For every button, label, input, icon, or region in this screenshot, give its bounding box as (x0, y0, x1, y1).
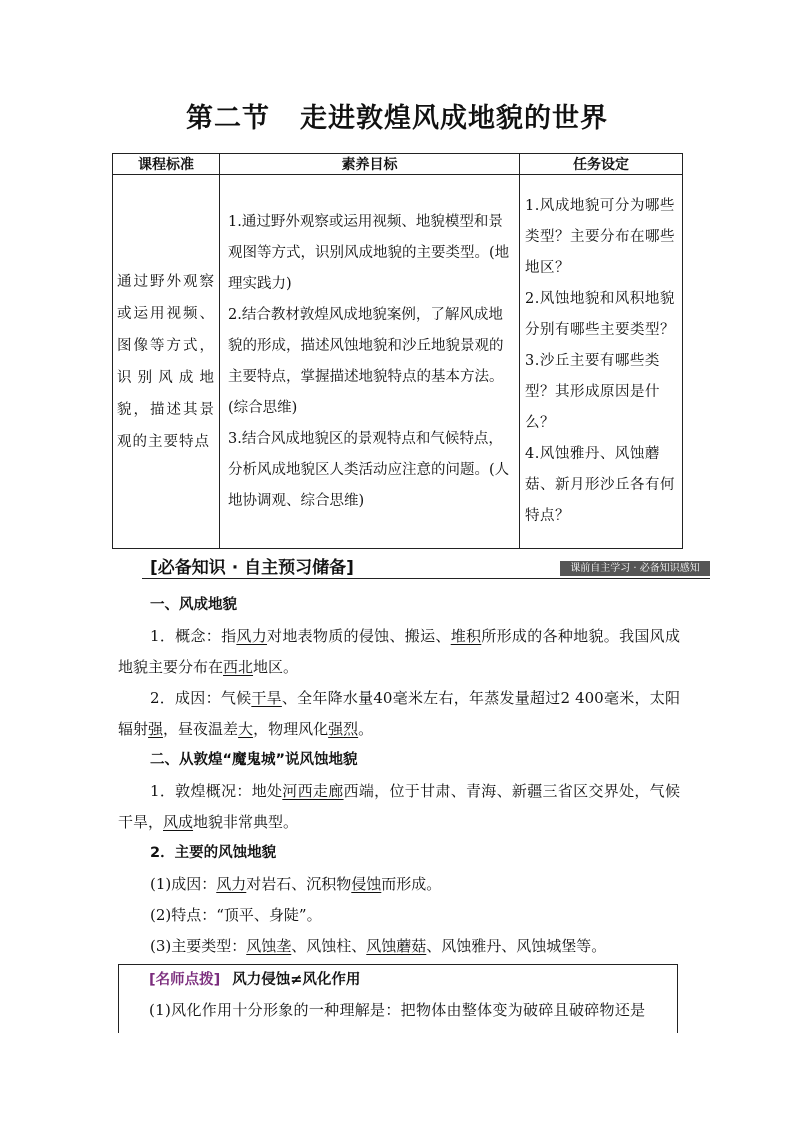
answer-blank: 干旱 (251, 689, 282, 707)
goal-item: 3.结合风成地貌区的景观特点和气候特点，分析风成地貌区人类活动应注意的问题。(人地协调观、综合思维) (228, 430, 510, 509)
content-body (118, 590, 680, 962)
answer-blank: 河西走廊 (282, 782, 344, 800)
heading-erosion-landforms: 2．主要的风蚀地貌 (150, 845, 277, 861)
title-text: 走进敦煌风成地貌的世界 (300, 103, 608, 134)
tip-heading (149, 968, 360, 989)
paragraph-dunhuang-overview: 1．敦煌概况：地处河西走廊西端，位于甘肃、青海、新疆三省区交界处，气候干旱，风成地貌非常典型。 (118, 782, 680, 831)
answer-blank: 风力 (216, 875, 247, 893)
table-header-row (113, 154, 683, 175)
answer-blank: 大 (238, 720, 254, 738)
tip-title: 风力侵蚀≠风化作用 (232, 972, 361, 988)
tasks-cell (520, 175, 683, 549)
answer-blank: 风成 (163, 813, 194, 831)
curriculum-table (112, 153, 683, 549)
section-heading: [必备知识 · 自主预习储备] (150, 558, 354, 578)
title-section-number: 第二节 (186, 103, 270, 134)
table-row (113, 175, 683, 549)
paragraph-causes: 2．成因：气候干旱、全年降水量40毫米左右，年蒸发量超过2 400毫米，太阳辐射强，昼夜温差大，物理风化强烈。 (118, 689, 680, 738)
task-item: 2.风蚀地貌和风积地貌分别有哪些主要类型？ (525, 291, 675, 338)
paragraph-formation: (1)成因：风力对岩石、沉积物侵蚀而形成。 (150, 875, 442, 893)
answer-blank: 强烈 (328, 720, 359, 738)
section-divider (142, 578, 710, 579)
header-goals: 素养目标 (220, 154, 520, 175)
answer-blank: 风力 (236, 627, 268, 645)
paragraph-concept: 1．概念：指风力对地表物质的侵蚀、搬运、堆积所形成的各种地貌。我国风成地貌主要分布在西北地区。 (118, 627, 680, 676)
answer-blank: 堆积 (450, 627, 482, 645)
tip-tag: [名师点拨] (149, 972, 221, 988)
answer-blank: 侵蚀 (351, 875, 382, 893)
header-tasks: 任务设定 (520, 154, 683, 175)
standard-cell: 通过野外观察或运用视频、图像等方式，识别风成地貌，描述其景观的主要特点 (113, 175, 220, 549)
task-item: 1.风成地貌可分为哪些类型？主要分布在哪些地区？ (525, 198, 675, 276)
task-item: 3.沙丘主要有哪些类型？其形成原因是什么？ (525, 353, 660, 431)
paragraph-features: (2)特点：“顶平、身陡”。 (150, 906, 322, 924)
answer-blank: 西北 (223, 658, 254, 676)
goals-cell (220, 175, 520, 549)
teacher-tip-box (118, 964, 678, 1033)
goal-item: 2.结合教材敦煌风成地貌案例，了解风成地貌的形成，描述风蚀地貌和沙丘地貌景观的主要特点，掌握描述地貌特点的基本方法。(综合思维) (228, 306, 504, 416)
task-item: 4.风蚀雅丹、风蚀蘑菇、新月形沙丘各有何特点？ (525, 446, 675, 524)
goal-item: 1.通过野外观察或运用视频、地貌模型和景观图等方式，识别风成地貌的主要类型。(地理实践力) (228, 213, 510, 292)
section-tag: 课前自主学习 · 必备知识感知 (560, 561, 710, 576)
answer-blank: 风蚀蘑菇 (366, 937, 427, 955)
page-title (0, 96, 794, 135)
answer-blank: 风蚀垄 (246, 937, 292, 955)
header-standard: 课程标准 (113, 154, 220, 175)
tip-text: (1)风化作用十分形象的一种理解是：把物体由整体变为破碎且破碎物还是 (149, 1001, 646, 1019)
paragraph-types: (3)主要类型：风蚀垄、风蚀柱、风蚀蘑菇、风蚀雅丹、风蚀城堡等。 (150, 937, 607, 955)
answer-blank: 强 (148, 720, 164, 738)
heading-dunhuang: 二、从敦煌“魔鬼城”说风蚀地貌 (150, 752, 358, 768)
heading-wind-landforms: 一、风成地貌 (150, 597, 237, 613)
